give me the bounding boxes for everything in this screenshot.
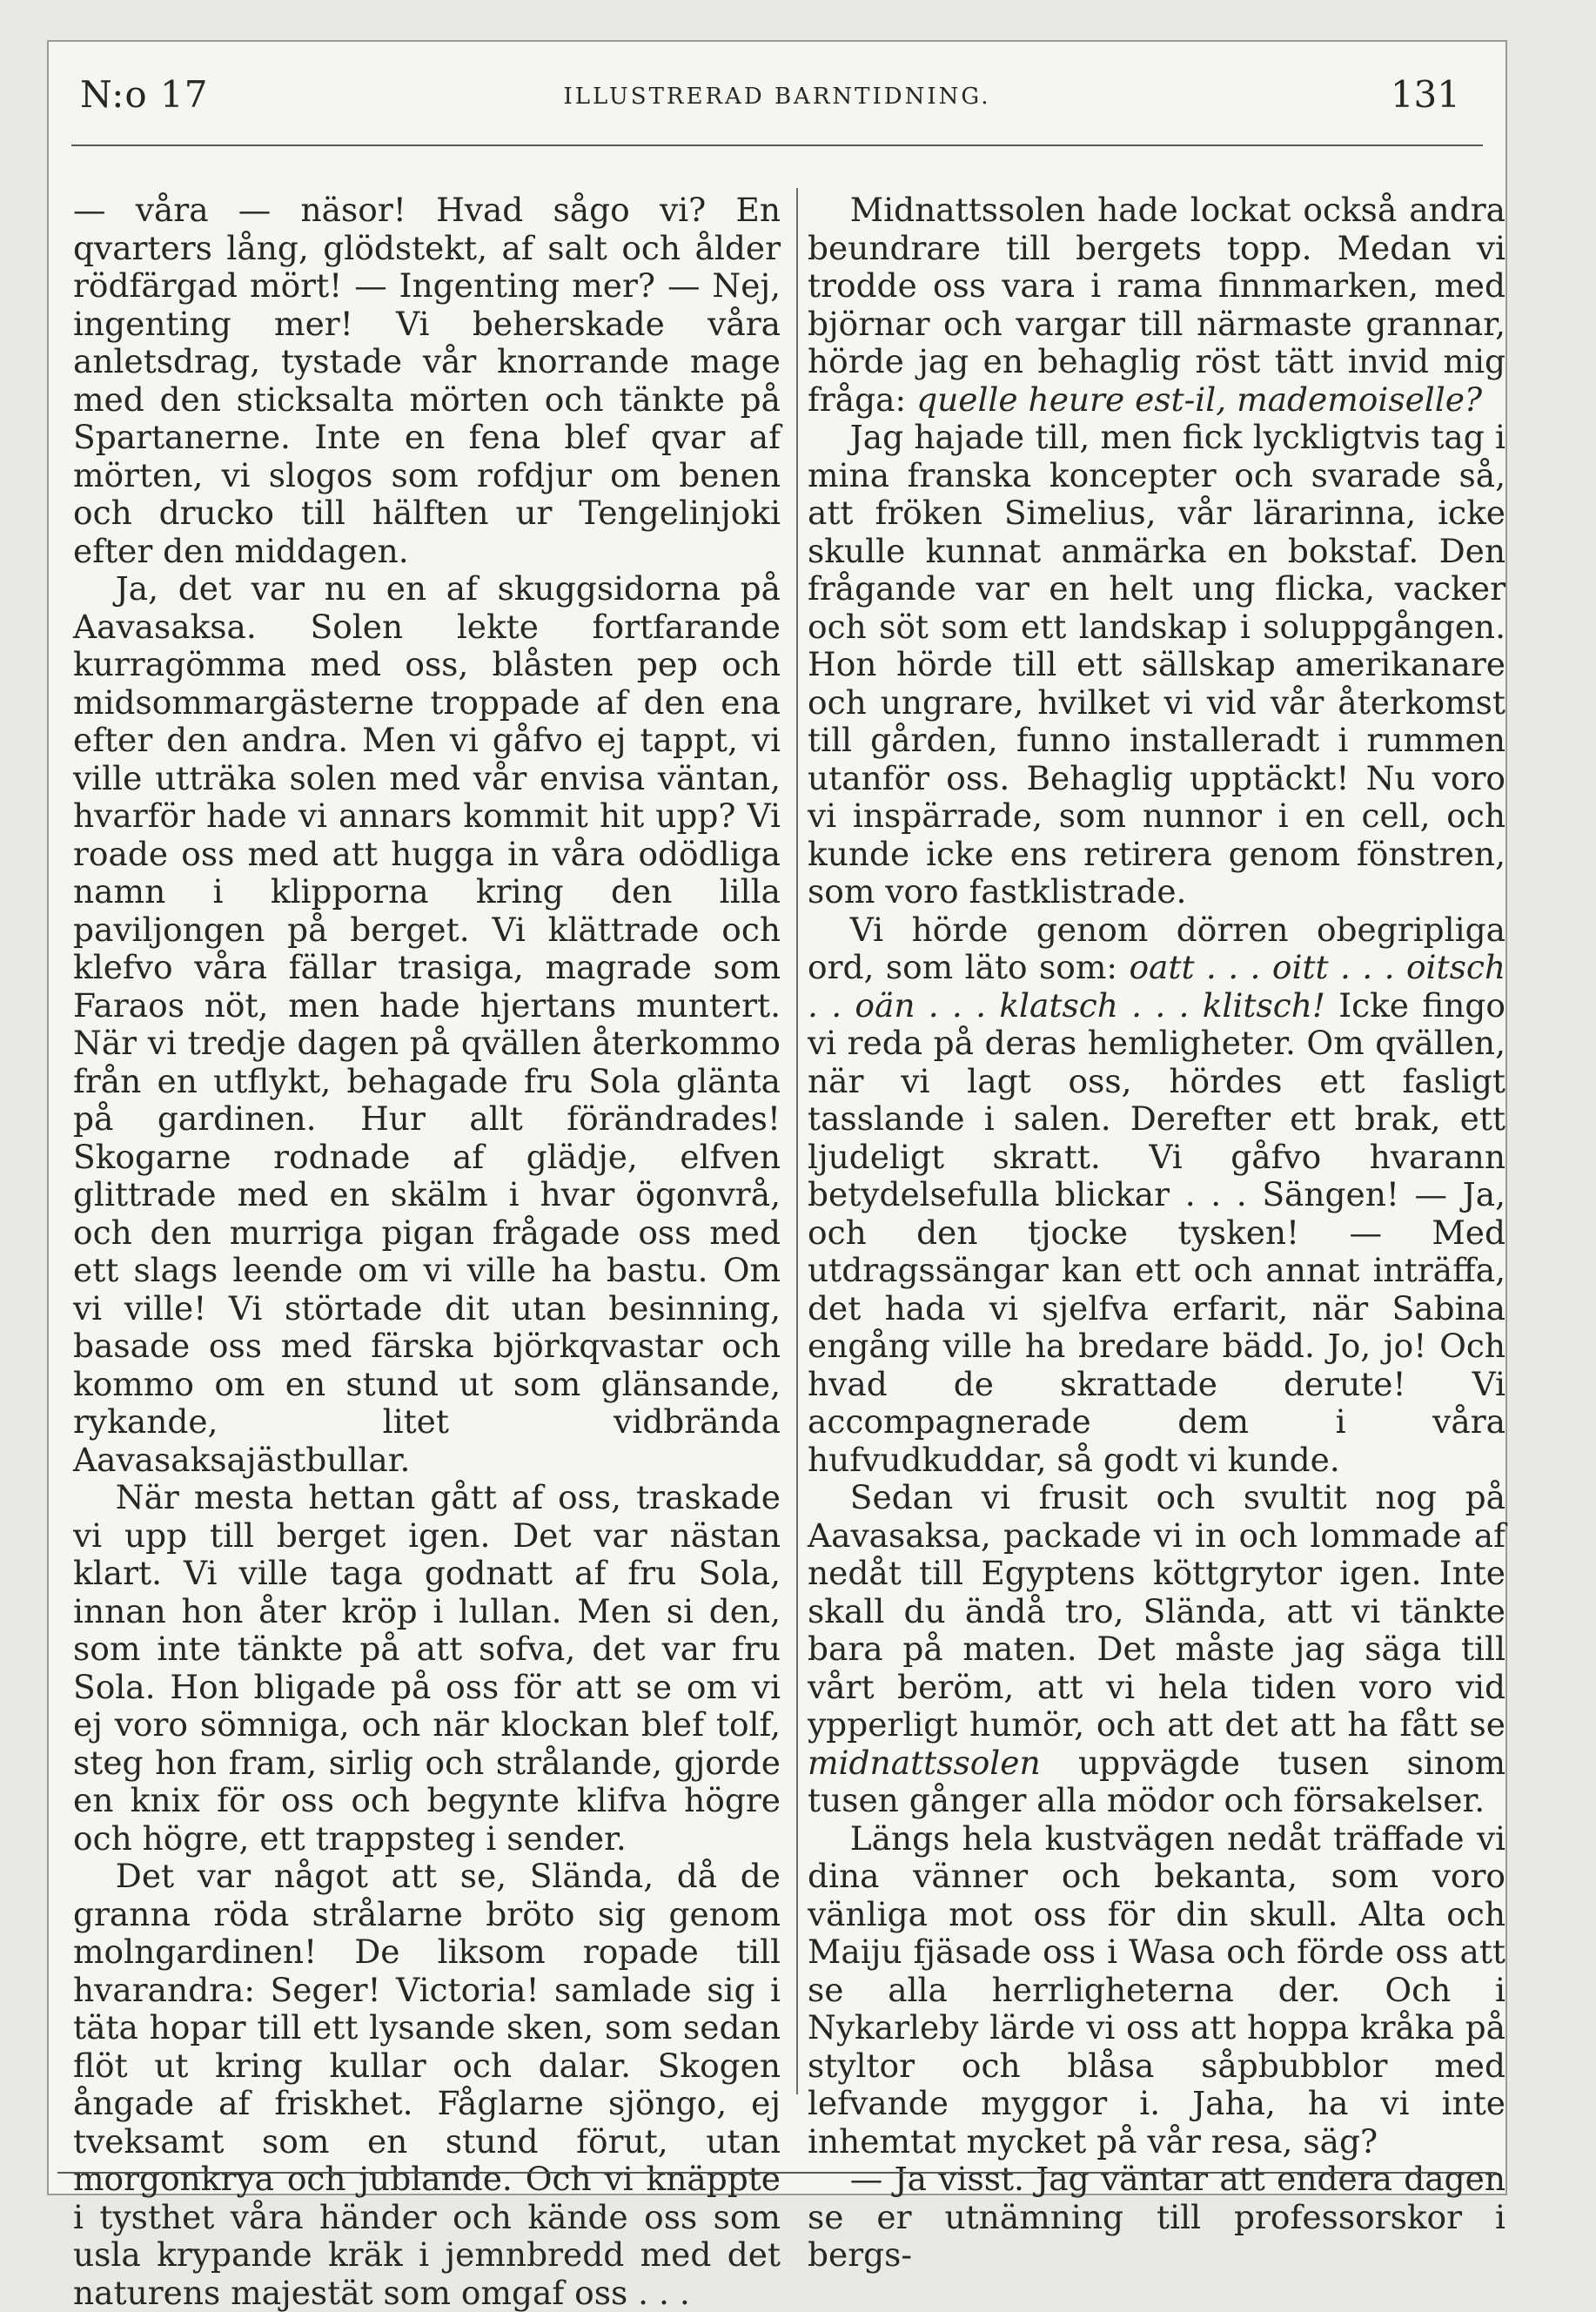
issue-number: N:o 17 <box>80 73 209 116</box>
paragraph <box>808 1479 1505 1820</box>
italic-phrase: quelle heure est-il, mademoiselle? <box>916 380 1483 419</box>
right-column <box>808 191 1505 2274</box>
paragraph: Det var något att se, Slända, då de granna röda strålarne bröto sig genom molngardinen! De liksom ropade till hvarandra: Seger! Victoria! samlade sig i täta hopar till ett lysande sken, som sedan flöt ut kring kullar och dalar. Skogen ångade af friskhet. Fåglarne sjöngo, ej tveksamt som en stund förut, utan morgonkrya och jublande. Och vi knäppte i tysthet våra händer och kände oss som usla krypande kräk i jemnbredd med det naturens majestät som omgaf oss . . . <box>73 1857 781 2312</box>
column-divider <box>796 188 798 2094</box>
paragraph: — våra — näsor! Hvad sågo vi? En qvarters lång, glödstekt, af salt och ålder rödfärgad mört! — Ingenting mer? — Nej, ingenting mer! Vi beherskade våra anletsdrag, tystade vår knorrande mage med den sticksalta mörten och tänkte på Spartanerne. Inte en fena blef qvar af mörten, vi slogos som rofdjur om benen och drucko till hälften ur Tengelinjoki efter den middagen. <box>73 191 781 570</box>
italic-phrase: oatt . . . oitt . . . oitsch . . oän . . . klatsch . . . klitsch! <box>808 948 1505 1025</box>
page-number: 131 <box>1390 73 1460 116</box>
paragraph-text: Sedan vi frusit och svultit nog på Aavasaksa, packade vi in och lommade af nedåt till Egyptens köttgrytor igen. Inte skall du ändå tro, Slända, att vi tänkte bara på maten. Det måste jag säga till vårt beröm, att vi hela tiden voro vid ypperligt humör, och att det att ha fått se <box>808 1478 1505 1744</box>
italic-phrase: midnattssolen <box>808 1743 1041 1782</box>
paragraph: Längs hela kustvägen nedåt träffade vi dina vänner och bekanta, som voro vänliga mot oss för din skull. Alta och Maiju fjäsade oss i Wasa och förde oss att se alla herrligheterna der. Och i Nykarleby lärde vi oss att hoppa kråka på styltor och blåsa såpbubblor med lefvande myggor i. Jaha, ha vi inte inhemtat mycket på vår resa, säg? <box>808 1818 1505 2161</box>
paragraph-text: uppvägde tusen sinom tusen gånger alla mödor och försakelser. <box>808 1743 1505 1819</box>
page-header <box>49 42 1505 146</box>
header-rule <box>71 144 1483 146</box>
paragraph <box>808 192 1505 419</box>
paragraph <box>808 911 1505 1480</box>
paragraph-text: Icke fingo vi reda på deras hemligheter. Om qvällen, när vi lagt oss, hördes ett fasligt tasslande i salen. Derefter ett brak, ett ljudeligt skratt. Vi gåfvo hvarann betydelsefulla blickar . . . Sängen! — Ja, och den tjocke tysken! — Med utdragssängar kan ett och annat inträffa, det hada vi sjelfva erfarit, när Sabina engång ville ha bredare bädd. Jo, jo! Och hvad de skrattade derute! Vi accompagnerade dem i våra hufvudkuddar, så godt vi kunde. <box>808 985 1505 1479</box>
paragraph: Jag hajade till, men fick lyckligtvis tag i mina franska koncepter och svarade så, att fröken Simelius, vår lärarinna, icke skulle kunnat anmärka en bokstaf. Den frågande var en helt ung flicka, vacker och söt som ett landskap i soluppgången. Hon hörde till ett sällskap amerikanare och ungrare, hvilket vi vid vår återkomst till gården, funno installeradt i rummen utanför oss. Behaglig upptäckt! Nu voro vi inspärrade, som nunnor i en cell, och kunde icke ens retirera genom fönstren, som voro fastklistrade. <box>808 418 1505 911</box>
left-column <box>73 191 781 2312</box>
paragraph: — Ja visst. Jag väntar att endera dagen se er utnämning till professorskor i bergs- <box>808 2160 1505 2274</box>
footer-rule <box>57 2172 1497 2174</box>
newspaper-page <box>47 40 1507 2312</box>
paragraph-text: Vi hörde genom dörren obegripliga ord, som läto som: <box>808 910 1505 986</box>
paragraph-text: Midnattssolen hade lockat också andra beundrare till bergets topp. Medan vi trodde oss vara i rama finnmarken, med björnar och vargar till närmaste grannar, hörde jag en behaglig röst tätt invid mig fråga: <box>808 191 1505 419</box>
paragraph: Ja, det var nu en af skuggsidorna på Aavasaksa. Solen lekte fortfarande kurragömma med oss, blåsten pep och midsommargästerne troppade af den ena efter den andra. Men vi gåfvo ej tappt, vi ville utträka solen med vår envisa väntan, hvarför hade vi annars kommit hit upp? Vi roade oss med att hugga in våra odödliga namn i klipporna kring den lilla paviljongen på berget. Vi klättrade och klefvo våra fällar trasiga, magrade som Faraos nöt, men hade hjertans muntert. När vi tredje dagen på qvällen återkommo från en utflykt, behagade fru Sola glänta på gardinen. Hur allt förändrades! Skogarne rodnade af glädje, elfven glittrade med en skälm i hvar ögonvrå, och den murriga pigan frågade oss med ett slags leende om vi ville ha bastu. Om vi ville! Vi störtade dit utan besinning, basade oss med färska björkqvastar och kommo om en stund ut som glänsande, rykande, litet vidbrända Aavasaksajästbullar. <box>73 569 781 1479</box>
paragraph: När mesta hettan gått af oss, traskade vi upp till berget igen. Det var nästan klart. Vi ville taga godnatt af fru Sola, innan hon åter kröp i lullan. Men si den, som inte tänkte på att sofva, det var fru Sola. Hon bligade på oss för att se om vi ej voro sömniga, och när klockan blef tolf, steg hon fram, sirlig och strålande, gjorde en knix för oss och begynte klifva högre och högre, ett trappsteg i sender. <box>73 1478 781 1858</box>
publication-title: ILLUSTRERAD BARNTIDNING. <box>563 84 991 110</box>
